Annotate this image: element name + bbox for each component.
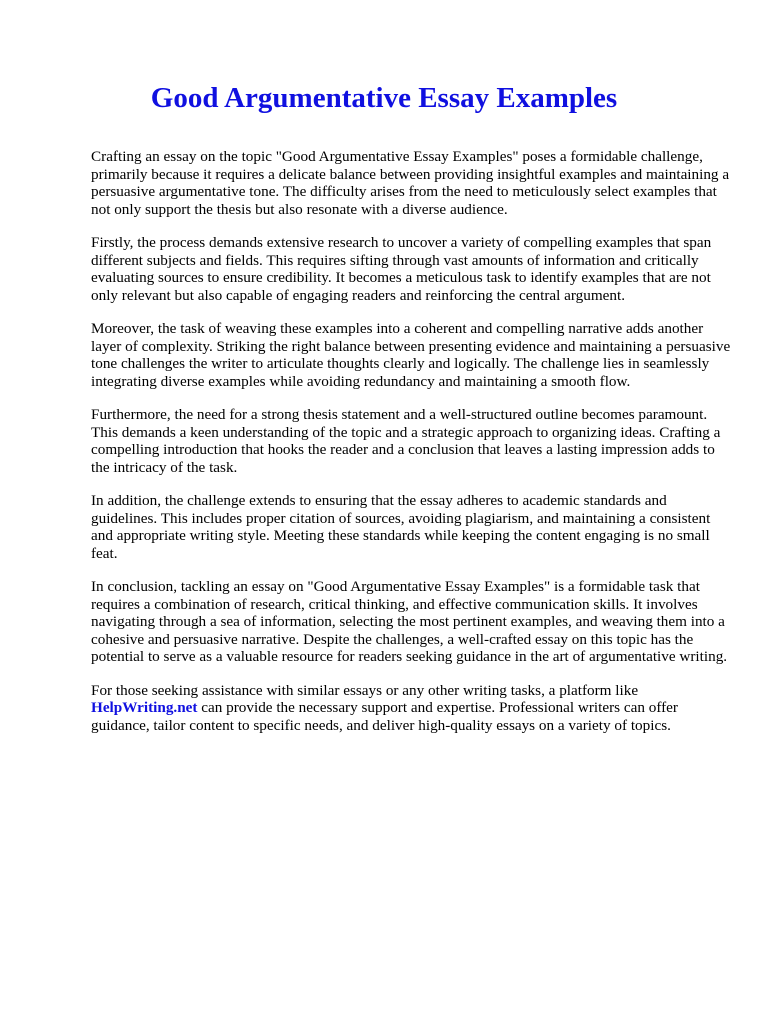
paragraph-research: Firstly, the process demands extensive research to uncover a variety of compelling examples that span different subjects and fields. This requires sifting through vast amounts of information and critically evaluating sources to ensure credibility. It becomes a meticulous task to identify examples that are not only relevant but also capable of engaging readers and reinforcing the central argument.	[91, 234, 712, 304]
document-title: Good Argumentative Essay Examples	[150, 82, 618, 114]
paragraph-conclusion: In conclusion, tackling an essay on "Good Argumentative Essay Examples" is a formidable task that requires a combination of research, critical thinking, and effective communication skills. It involves navigating through a sea of information, selecting the most pertinent examples, and weaving them into a cohesive and persuasive narrative. Despite the challenges, a well-crafted essay on this topic has the potential to serve as a valuable resource for readers seeking guidance in the art of argumentative writing.	[91, 578, 728, 665]
helpwriting-link[interactable]: HelpWriting.net	[91, 699, 198, 716]
closing-text-before-link: For those seeking assistance with similar essays or any other writing tasks, a platform like	[91, 681, 639, 699]
paragraph-standards: In addition, the challenge extends to ensuring that the essay adheres to academic standards and guidelines. This includes proper citation of sources, avoiding plagiarism, and maintaining a consistent and appropriate writing style. Meeting these standards while keeping the content engaging is no small feat.	[91, 492, 711, 562]
paragraph-intro: Crafting an essay on the topic "Good Argumentative Essay Examples" poses a formidable challenge, primarily because it requires a delicate balance between providing insightful examples and maintaining a persuasive argumentative tone. The difficulty arises from the need to meticulously select examples that not only support the thesis but also resonate with a diverse audience.	[91, 148, 730, 218]
paragraph-narrative: Moreover, the task of weaving these examples into a coherent and compelling narrative adds another layer of complexity. Striking the right balance between presenting evidence and maintaining a persuasive tone challenges the writer to articulate thoughts clearly and logically. The challenge lies in seamlessly integrating diverse examples while avoiding redundancy and maintaining a smooth flow.	[91, 320, 731, 390]
document-body	[91, 148, 731, 750]
closing-text-after-link: can provide the necessary support and expertise. Professional writers can offer guidance, tailor content to specific needs, and deliver high-quality essays on a variety of topics.	[91, 699, 678, 734]
paragraph-closing	[91, 682, 731, 735]
paragraph-thesis: Furthermore, the need for a strong thesis statement and a well-structured outline becomes paramount. This demands a keen understanding of the topic and a strategic approach to organizing ideas. Crafting a compelling introduction that hooks the reader and a conclusion that leaves a lasting impression adds to the intricacy of the task.	[91, 406, 721, 476]
